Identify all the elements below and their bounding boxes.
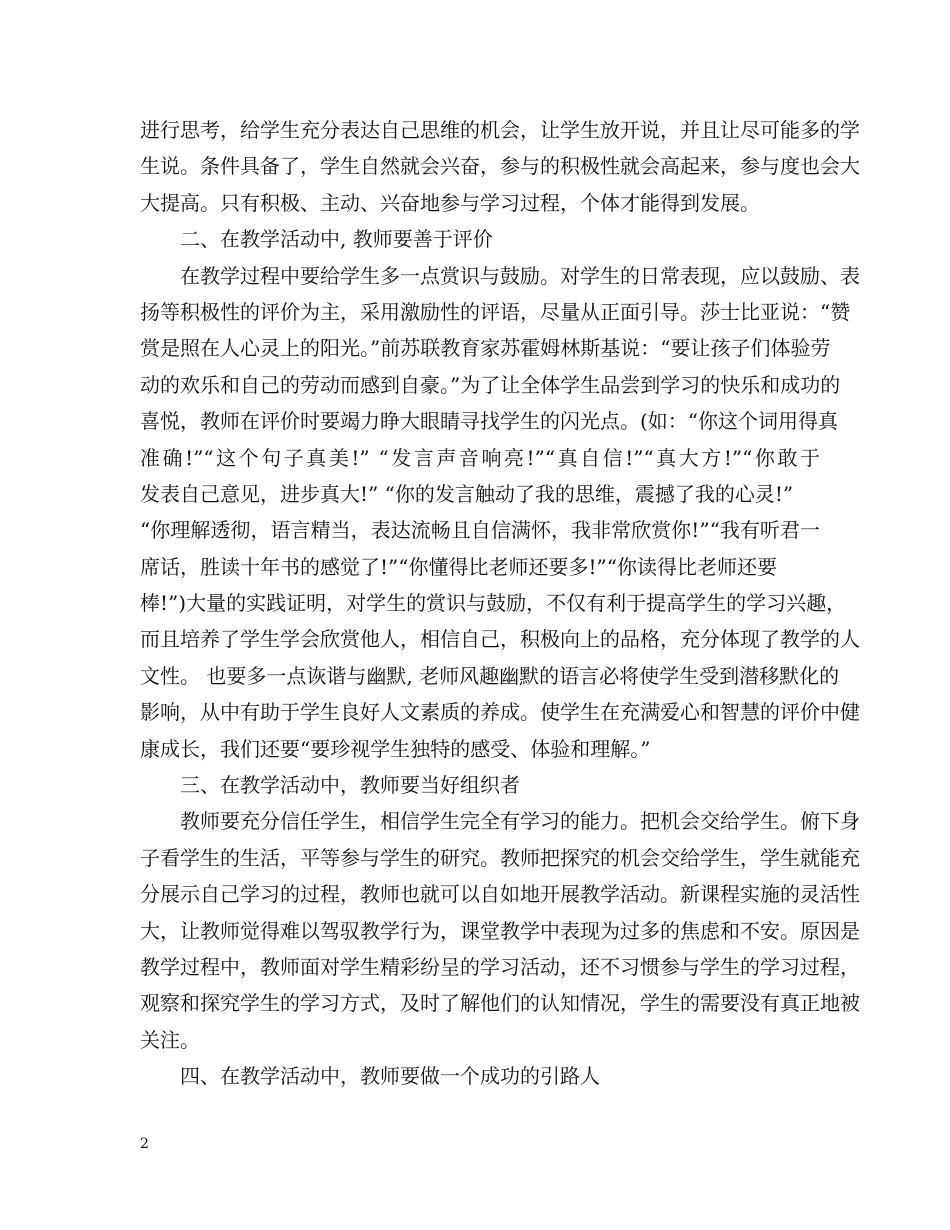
text-line: 而且培养了学生学会欣赏他人，相信自己，积极向上的品格，充分体现了教学的人 <box>140 627 860 652</box>
text-line: 文性。 也要多一点诙谐与幽默, 老师风趣幽默的语言必将使学生受到潜移默化的 <box>140 663 840 688</box>
text-line: 教学过程中，教师面对学生精彩纷呈的学习活动，还不习惯参与学生的学习过程， <box>140 954 860 979</box>
section-heading: 三、在教学活动中，教师要当好组织者 <box>180 773 520 798</box>
text-line: 棒!”)大量的实践证明，对学生的赏识与鼓励，不仅有利于提高学生的学习兴趣， <box>140 591 847 616</box>
text-line: “你理解透彻，语言精当，表达流畅且自信满怀，我非常欣赏你!”“我有听君一 <box>140 518 820 543</box>
text-line: 教师要充分信任学生，相信学生完全有学习的能力。把机会交给学生。俯下身 <box>180 809 860 834</box>
text-line: 发表自己意见，进步真大!” “你的发言触动了我的思维，震撼了我的心灵!” <box>140 481 794 506</box>
section-heading: 四、在教学活动中，教师要做一个成功的引路人 <box>180 1064 600 1089</box>
section-heading: 二、在教学活动中, 教师要善于评价 <box>180 227 493 252</box>
text-line: 分展示自己学习的过程，教师也就可以自如地开展教学活动。新课程实施的灵活性 <box>140 882 860 907</box>
text-line: 观察和探究学生的学习方式，及时了解他们的认知情况，学生的需要没有真正地被 <box>140 991 860 1016</box>
page-number: 2 <box>140 1136 149 1152</box>
document-body <box>140 112 860 1095</box>
text-line: 大，让教师觉得难以驾驭教学行为，课堂教学中表现为过多的焦虑和不安。原因是 <box>140 918 860 943</box>
text-line: 影响，从中有助于学生良好人文素质的养成。使学生在充满爱心和智慧的评价中健 <box>140 700 860 725</box>
text-line: 生说。条件具备了，学生自然就会兴奋，参与的积极性就会高起来，参与度也会大 <box>140 154 860 179</box>
text-line: 大提高。只有积极、主动、兴奋地参与学习过程，个体才能得到发展。 <box>140 190 760 215</box>
text-line: 子看学生的生活，平等参与学生的研究。教师把探究的机会交给学生，学生就能充 <box>140 845 860 870</box>
text-line: 在教学过程中要给学生多一点赏识与鼓励。对学生的日常表现，应以鼓励、表 <box>180 263 860 288</box>
text-line: 赏是照在人心灵上的阳光。”前苏联教育家苏霍姆林斯基说：“要让孩子们体验劳 <box>140 336 831 361</box>
text-line: 关注。 <box>140 1027 200 1052</box>
text-line: 席话，胜读十年书的感觉了!”“你懂得比老师还要多!”“你读得比老师还要 <box>140 554 777 579</box>
text-line: 扬等积极性的评价为主，采用激励性的评语，尽量从正面引导。莎士比亚说：“赞 <box>140 299 851 324</box>
text-line: 进行思考，给学生充分表达自己思维的机会，让学生放开说，并且让尽可能多的学 <box>140 118 860 142</box>
text-line: 准确!”“这个句子真美!” “发言声音响亮!”“真自信!”“真大方!”“你敢于 <box>140 445 820 470</box>
text-line: 喜悦，教师在评价时要竭力睁大眼睛寻找学生的闪光点。(如：“你这个词用得真 <box>140 409 839 434</box>
text-line: 康成长，我们还要“要珍视学生独特的感受、体验和理解。” <box>140 736 651 761</box>
text-line: 动的欢乐和自己的劳动而感到自豪。”为了让全体学生品尝到学习的快乐和成功的 <box>140 372 841 397</box>
